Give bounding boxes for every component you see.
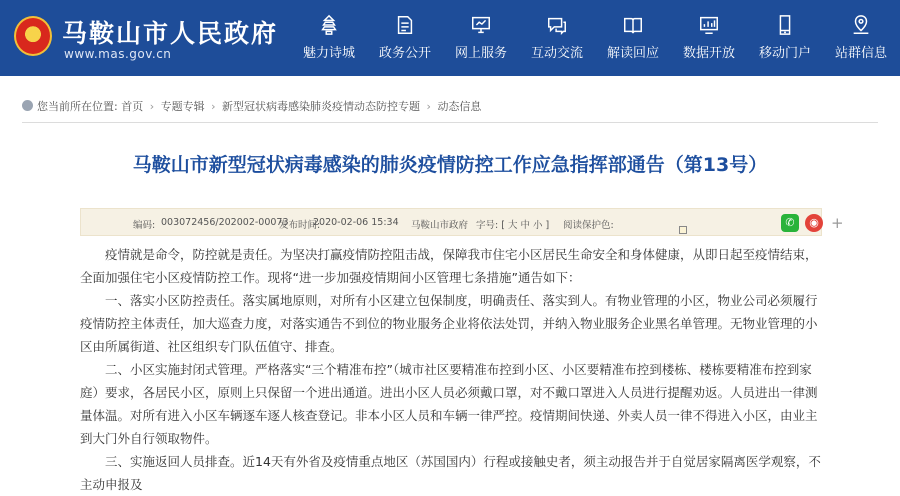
nav-item-site-group[interactable] [822, 10, 900, 70]
nav-label: 站群信息 [834, 46, 887, 61]
nav-label: 魅力诗城 [302, 46, 355, 61]
meta-source: 马鞍山市政府 [411, 220, 469, 231]
nav-label: 网上服务 [454, 46, 507, 61]
meta-time: 2020-02-06 15:34 [313, 217, 399, 228]
article-body [80, 243, 822, 496]
breadcrumb-prefix: 您当前所在位置: [37, 100, 118, 113]
breadcrumb-item-home[interactable]: 首页 [121, 100, 144, 113]
breadcrumb [22, 98, 481, 114]
eye-care-color-swatch[interactable] [679, 226, 687, 234]
location-pin-icon [22, 100, 33, 111]
article-paragraph: 三、实施返回人员排查。近14天有外省及疫情重点地区（苏国国内）行程或接触史者，须主动报告并于自觉居家隔离医学观察，不主动申报及 [80, 454, 821, 492]
nav-item-open-data[interactable] [670, 10, 748, 70]
nav-item-gov-affairs[interactable] [366, 10, 444, 70]
page-title: 马鞍山市新型冠状病毒感染的肺炎疫情防控工作应急指挥部通告（第13号） [132, 154, 768, 176]
nav-label: 政务公开 [378, 46, 431, 61]
divider [22, 122, 878, 123]
monitor-icon [470, 14, 492, 36]
chevron-right-icon: › [211, 100, 216, 113]
nav-item-charm-city[interactable] [290, 10, 368, 70]
nav-item-online-service[interactable] [442, 10, 520, 70]
font-size-selector[interactable]: 字号: [ 大 中 小 ] [476, 220, 550, 231]
breadcrumb-item-epidemic-topic[interactable]: 新型冠状病毒感染肺炎疫情动态防控专题 [222, 100, 421, 113]
book-icon [622, 14, 644, 36]
nav-item-mobile-portal[interactable] [746, 10, 824, 70]
article-paragraph: 一、落实小区防控责任。落实属地原则，对所有小区建立包保制度，明确责任、落实到人。有物业管理的小区，物业公司必须履行疫情防控主体责任，加大巡查力度，对落实通告不到位的物业服务企业将依法处罚，并纳入物业服务企业黑名单管理。无物业管理的小区由所属街道、社区组织专门队伍值守、排查。 [80, 293, 818, 354]
chevron-right-icon: › [426, 100, 431, 113]
nav-label: 移动门户 [758, 46, 811, 61]
location-icon [850, 14, 872, 36]
wechat-share-icon[interactable]: ✆ [781, 214, 799, 232]
breadcrumb-item-topics[interactable]: 专题专辑 [160, 100, 205, 113]
nav-label: 互动交流 [530, 46, 583, 61]
site-domain: www.mas.gov.cn [64, 47, 172, 61]
meta-time-label: 发布时间: [279, 220, 321, 231]
more-share-icon[interactable]: + [831, 214, 844, 232]
article-meta-bar [80, 208, 844, 236]
chart-icon [698, 14, 720, 36]
pagoda-icon [318, 14, 340, 36]
nav-item-interpretation[interactable] [594, 10, 672, 70]
chat-icon [546, 14, 568, 36]
nav-label: 解读回应 [606, 46, 659, 61]
meta-code: 003072456/202002-00073 [161, 217, 289, 228]
eye-care-label: 阅读保护色: [563, 220, 614, 231]
document-icon [394, 14, 416, 36]
national-emblem-icon [14, 16, 52, 56]
article-paragraph: 疫情就是命令，防控就是责任。为坚决打赢疫情防控阻击战，保障我市住宅小区居民生命安全和身体健康，从即日起至疫情结束，全面加强住宅小区疫情防控工作。现将“进一步加强疫情期间小区管理七条措施”通告如下： [80, 247, 818, 285]
mobile-icon [774, 14, 796, 36]
breadcrumb-item-news[interactable]: 动态信息 [437, 100, 482, 113]
chevron-right-icon: › [149, 100, 155, 113]
meta-code-label: 编码: [133, 220, 156, 231]
nav-item-interaction[interactable] [518, 10, 596, 70]
article-paragraph: 二、小区实施封闭式管理。严格落实“三个精准布控”（城市社区要精准布控到小区、小区要精准布控到楼栋、楼栋要精准布控到家庭）要求，各居民小区，原则上只保留一个进出通道。进出小区人员必须戴口罩，对不戴口罩进入人员进行提醒劝返。人员进出一律测量体温。对所有进入小区车辆逐车逐人核查登记。非本小区人员和车辆一律严控。疫情期间快递、外卖人员一律不得进入小区，由业主到大门外自行领取物件。 [80, 362, 818, 446]
nav-label: 数据开放 [682, 46, 735, 61]
site-header [0, 0, 900, 76]
site-name[interactable]: 马鞍山市人民政府 [62, 19, 279, 48]
weibo-share-icon[interactable]: ◉ [805, 214, 823, 232]
